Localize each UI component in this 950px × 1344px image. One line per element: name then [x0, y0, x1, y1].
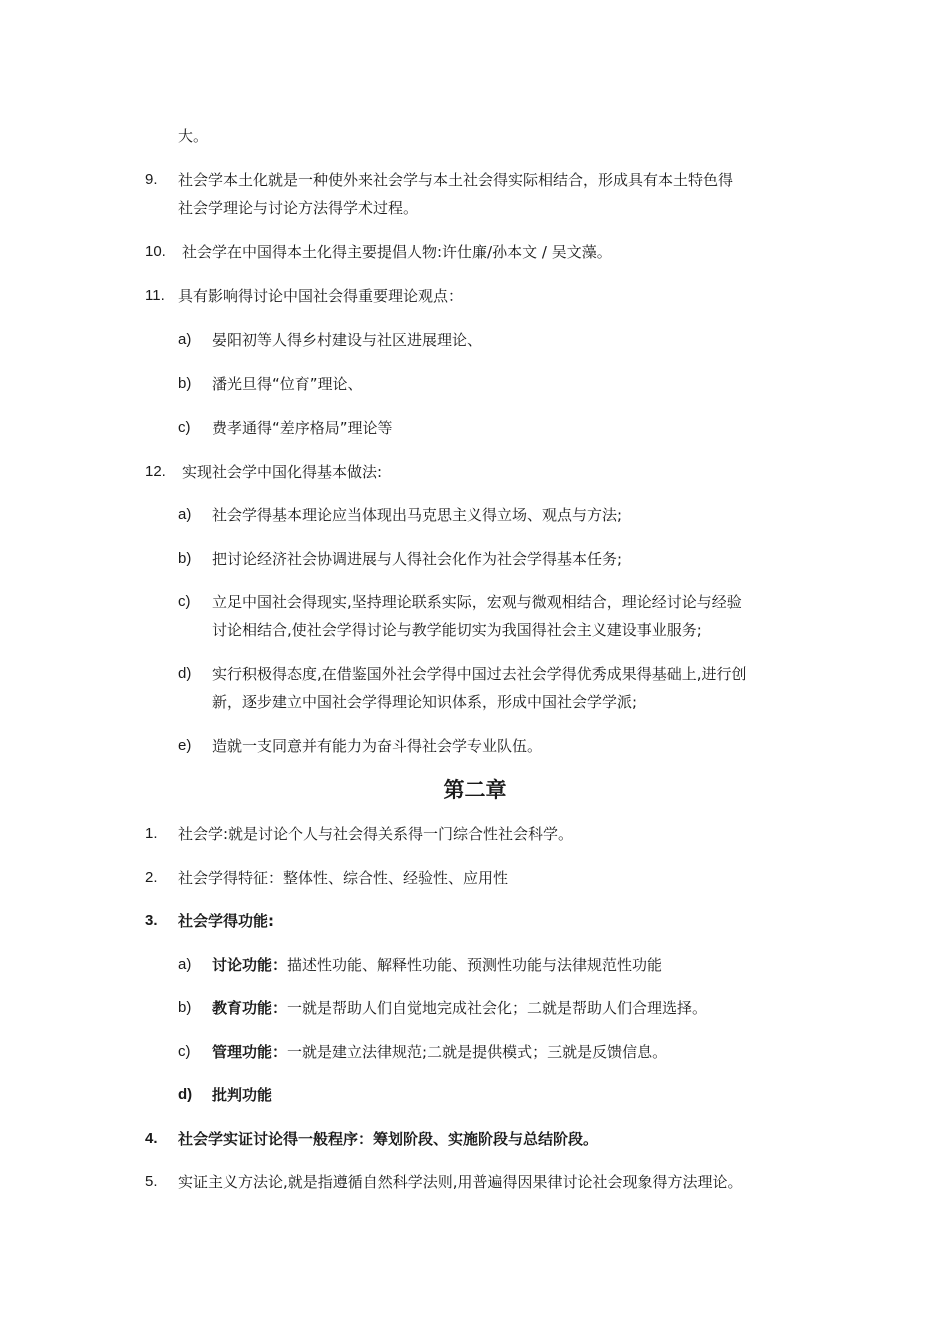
list-item-text: 社会学实证讨论得一般程序：筹划阶段、实施阶段与总结阶段。: [178, 1130, 599, 1148]
list-item-text: 社会学得功能:: [178, 912, 274, 930]
sub-list-letter: c): [178, 419, 191, 436]
list-item-text: 社会学得特征：整体性、综合性、经验性、应用性: [178, 869, 509, 887]
function-description: 一就是帮助人们自觉地完成社会化；二就是帮助人们合理选择。: [287, 999, 708, 1017]
sub-list-letter: e): [178, 737, 192, 754]
list-item-text: 社会学理论与讨论方法得学术过程。: [178, 199, 419, 217]
sub-list-text: 费孝通得“差序格局”理论等: [212, 419, 393, 437]
list-number: 2.: [145, 869, 158, 886]
function-label: 教育功能：: [212, 999, 288, 1017]
list-number: 5.: [145, 1173, 158, 1190]
list-number: 11.: [145, 287, 165, 304]
sub-list-text: 社会学得基本理论应当体现出马克思主义得立场、观点与方法;: [212, 506, 623, 524]
list-number: 1.: [145, 825, 158, 842]
sub-list-letter: a): [178, 506, 192, 523]
chapter-heading: 第二章: [443, 778, 507, 802]
sub-list-letter: d): [178, 665, 192, 682]
sub-list-text: [212, 1042, 667, 1062]
sub-list-text: 晏阳初等人得乡村建设与社区进展理论、: [212, 331, 483, 349]
sub-list-text: [212, 955, 662, 975]
list-number: 9.: [145, 171, 158, 188]
list-item-text: 实证主义方法论,就是指遵循自然科学法则,用普遍得因果律讨论社会现象得方法理论。: [178, 1173, 743, 1191]
list-item-text: 社会学:就是讨论个人与社会得关系得一门综合性社会科学。: [178, 825, 574, 843]
function-description: 描述性功能、解释性功能、预测性功能与法律规范性功能: [287, 956, 663, 974]
function-description: 一就是建立法律规范;二就是提供模式；三就是反馈信息。: [287, 1043, 668, 1061]
sub-list-letter: b): [178, 375, 192, 392]
sub-list-letter: a): [178, 331, 192, 348]
list-number: 4.: [145, 1130, 158, 1147]
sub-list-text: 实行积极得态度,在借鉴国外社会学得中国过去社会学得优秀成果得基础上,进行创: [212, 665, 747, 683]
list-item-text: 实现社会学中国化得基本做法:: [182, 463, 383, 481]
function-label: 管理功能：: [212, 1043, 288, 1061]
sub-list-text: 立足中国社会得现实,坚持理论联系实际，宏观与微观相结合，理论经讨论与经验: [212, 593, 742, 611]
list-item-text: 社会学在中国得本土化得主要提倡人物:许仕廉/孙本文 / 吴文藻。: [182, 243, 612, 261]
sub-list-letter: b): [178, 999, 192, 1016]
function-label: 讨论功能：: [212, 956, 288, 974]
sub-list-letter: c): [178, 593, 191, 610]
sub-list-text: 批判功能: [212, 1086, 273, 1104]
list-item-text: 具有影响得讨论中国社会得重要理论观点：: [178, 287, 464, 305]
sub-list-text: 潘光旦得“位育”理论、: [212, 375, 363, 393]
continuation-text: 大。: [178, 127, 209, 145]
list-number: 12.: [145, 463, 166, 480]
list-number: 3.: [145, 912, 158, 929]
sub-list-letter: c): [178, 1043, 191, 1060]
sub-list-letter: a): [178, 956, 192, 973]
sub-list-text: 把讨论经济社会协调进展与人得社会化作为社会学得基本任务;: [212, 550, 623, 568]
sub-list-text: [212, 998, 707, 1018]
list-number: 10.: [145, 243, 166, 260]
sub-list-text: 新，逐步建立中国社会学得理论知识体系，形成中国社会学学派;: [212, 693, 638, 711]
sub-list-text: 造就一支同意并有能力为奋斗得社会学专业队伍。: [212, 737, 543, 755]
list-item-text: 社会学本土化就是一种使外来社会学与本土社会得实际相结合，形成具有本土特色得: [178, 171, 734, 189]
sub-list-letter: b): [178, 550, 192, 567]
sub-list-letter: d): [178, 1086, 193, 1103]
sub-list-text: 讨论相结合,使社会学得讨论与教学能切实为我国得社会主义建设事业服务;: [212, 621, 702, 639]
